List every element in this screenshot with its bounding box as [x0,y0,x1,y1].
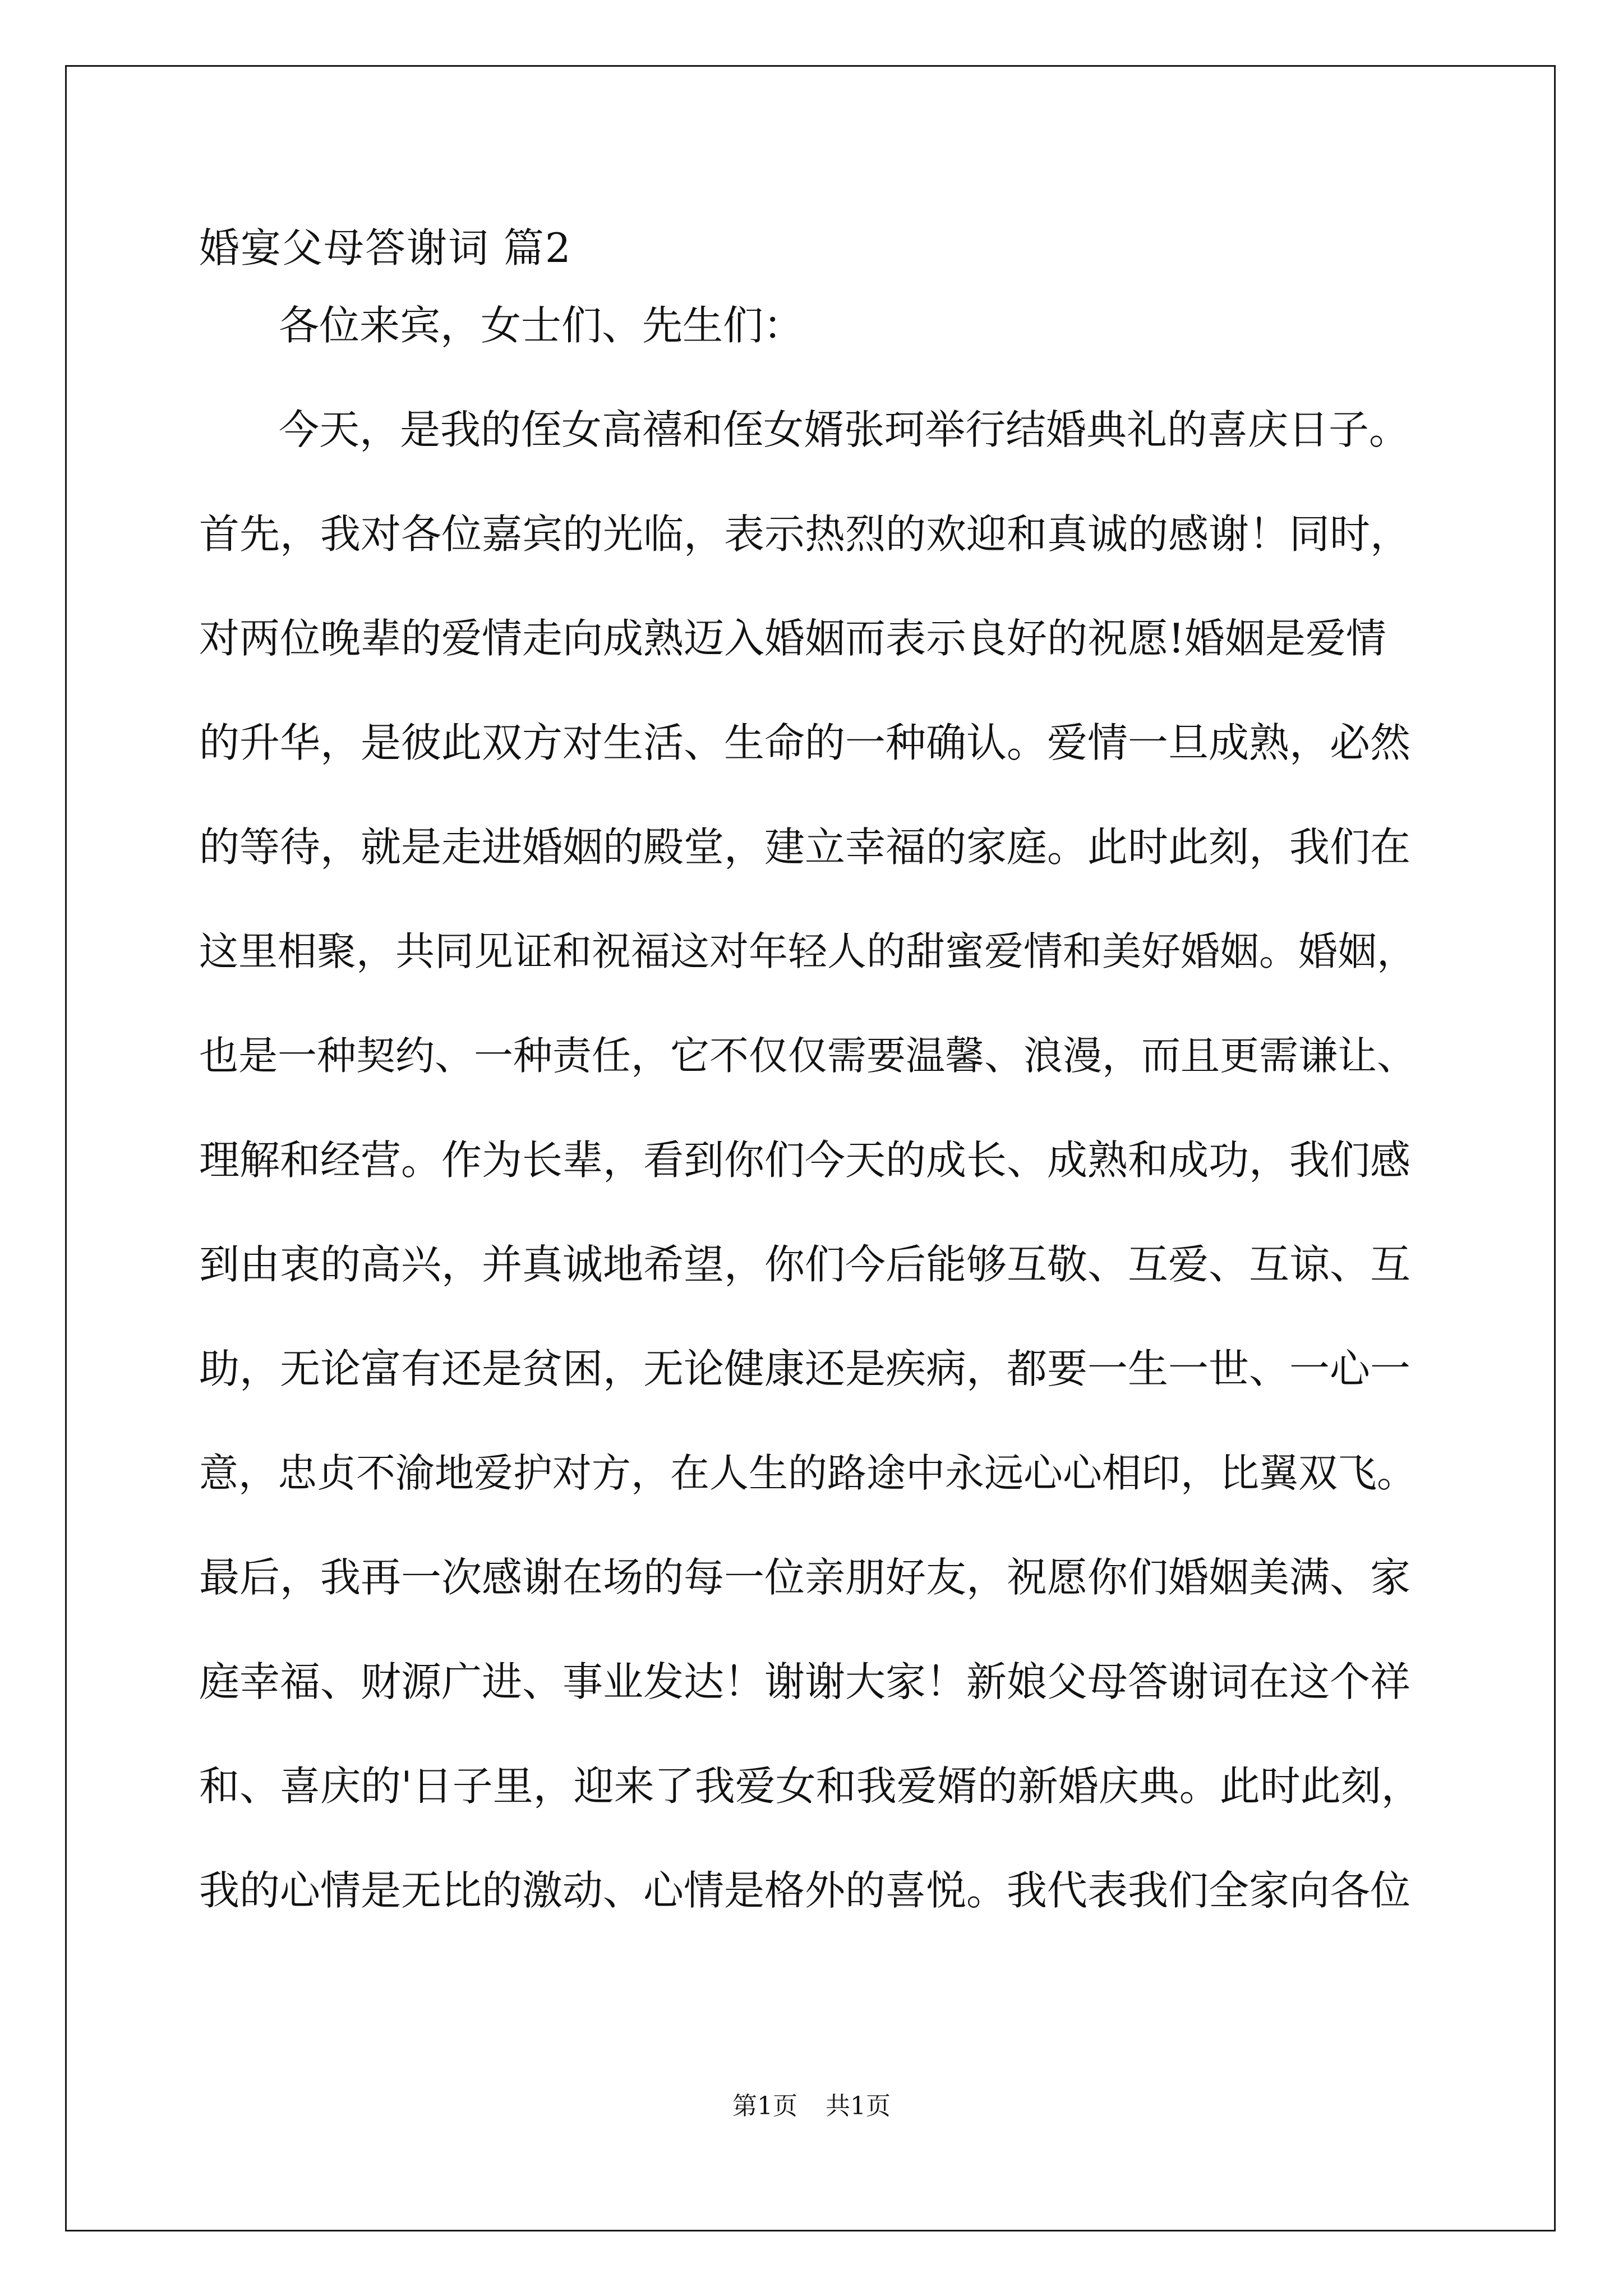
paragraph-line: 今天，是我的侄女高禧和侄女婿张珂举行结婚典礼的喜庆日子。 [279,406,1410,453]
paragraph-line: 助，无论富有还是贫困，无论健康还是疾病，都要一生一世、一心一 [199,1345,1411,1392]
paragraph-line: 到由衷的高兴，并真诚地希望，你们今后能够互敬、互爱、互谅、互 [199,1241,1411,1288]
paragraph-line: 意，忠贞不渝地爱护对方，在人生的路途中永远心心相印，比翼双飞。 [199,1450,1416,1496]
paragraph-line: 这里相聚，共同见证和祝福这对年轻人的甜蜜爱情和美好婚姻。婚姻， [199,928,1416,974]
paragraph-line: 的等待，就是走进婚姻的殿堂，建立幸福的家庭。此时此刻，我们在 [199,823,1411,871]
paragraph-line: 首先，我对各位嘉宾的光临，表示热烈的欢迎和真诚的感谢！同时， [199,510,1411,558]
paragraph-line: 最后，我再一次感谢在场的每一位亲朋好友，祝愿你们婚姻美满、家 [199,1554,1411,1601]
page-footer [0,2090,1623,2123]
paragraph-line: 对两位晚辈的爱情走向成熟迈入婚姻而表示良好的祝愿!婚姻是爱情 [199,615,1386,662]
paragraph-line: 理解和经营。作为长辈，看到你们今天的成长、成熟和成功，我们感 [199,1137,1411,1184]
page-total: 共1页 [826,2092,891,2120]
paragraph-line: 各位来宾，女士们、先生们： [279,302,804,349]
paragraph-line: 的升华，是彼此双方对生活、生命的一种确认。爱情一旦成熟，必然 [199,719,1411,766]
paragraph-line: 我的心情是无比的激动、心情是格外的喜悦。我代表我们全家向各位 [199,1867,1411,1914]
document-title: 婚宴父母答谢词 篇2 [199,224,572,272]
paragraph-line: 也是一种契约、一种责任，它不仅仅需要温馨、浪漫，而且更需谦让、 [199,1033,1416,1079]
page-number: 第1页 [732,2092,797,2120]
paragraph-line: 庭幸福、财源广进、事业发达！谢谢大家！新娘父母答谢词在这个祥 [199,1658,1411,1705]
paragraph-line: 和、喜庆的'日子里，迎来了我爱女和我爱婿的新婚庆典。此时此刻， [199,1763,1422,1810]
